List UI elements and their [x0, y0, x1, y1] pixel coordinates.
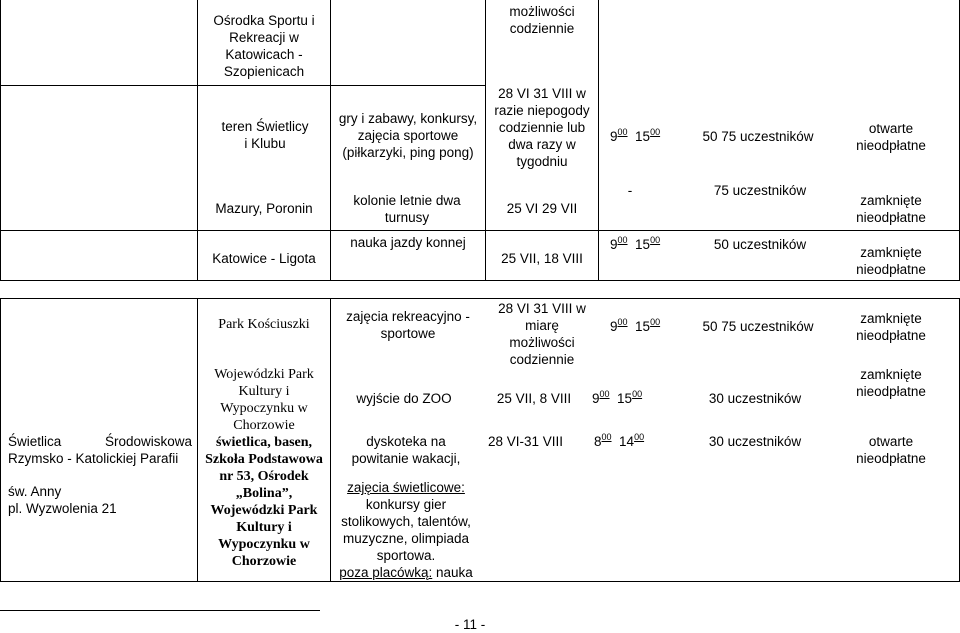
t2-r1-participants: 50 75 uczestników — [702, 319, 814, 334]
table2-col-line-2 — [330, 298, 331, 582]
t2-r1-activity: zajęcia rekreacyjno - sportowe — [346, 309, 470, 341]
t2-r3-activity-c-label: poza placówką: — [339, 565, 433, 580]
t1-r2-place: teren Świetlicy i Klubu — [221, 119, 309, 151]
footer-rule — [0, 610, 320, 611]
t2-org-line4: pl. Wyzwolenia 21 — [8, 501, 117, 516]
table1-col-line-4 — [598, 0, 599, 280]
t2-r2-hours — [582, 390, 692, 407]
t1-r3-hours: - — [627, 183, 633, 198]
t2-r2-status: zamknięte nieodpłatne — [856, 367, 926, 399]
t2-r2-hour-start: 9 — [592, 391, 600, 406]
t2-org-line3: św. Anny — [8, 484, 62, 499]
t1-r4-hour-end: 15 — [635, 237, 651, 252]
t1-r4-dates: 25 VII, 18 VIII — [501, 251, 583, 266]
t2-r1-place: Park Kościuszki — [218, 317, 310, 332]
table1-col-line-2 — [330, 0, 331, 280]
t2-r2-participants: 30 uczestników — [708, 391, 802, 406]
page-number: - 11 - — [454, 617, 486, 632]
t2-r2-place: Wojewódzki Park Kultury i Wypoczynku w Chorzowie — [214, 367, 314, 433]
table1-row-line-2 — [0, 230, 960, 231]
t2-r3-activity-c-text: nauka — [436, 565, 473, 580]
t1-r4-place: Katowice - Ligota — [212, 251, 316, 266]
t1-r4-participants: 50 uczestników — [713, 237, 807, 252]
t1-r2-status: otwarte nieodpłatne — [856, 121, 926, 153]
t2-r1-hour-end-sup: 00 — [650, 317, 661, 327]
t2-r2-hour-end-sup: 00 — [632, 389, 643, 399]
t2-r3-hour-start: 8 — [594, 434, 602, 449]
t2-org-line2: Rzymsko - Katolickiej Parafii — [8, 451, 179, 466]
t1-r3-dates: 25 VI 29 VII — [506, 201, 578, 216]
t1-r2-dates: 28 VI 31 VIII w razie niepogody codziennie lub dwa razy w tygodniu — [494, 86, 590, 169]
t2-r3-hour-start-sup: 00 — [601, 432, 612, 442]
t2-org-word2: Środowiskowa — [104, 434, 192, 449]
t2-r1-hour-start-sup: 00 — [617, 317, 628, 327]
t2-r1-dates: 28 VI 31 VIII w miarę możliwości codziennie — [498, 301, 586, 367]
t1-r4-status: zamknięte nieodpłatne — [856, 245, 926, 277]
t2-r2-activity: wyjście do ZOO — [356, 391, 452, 406]
t2-r3-status: otwarte nieodpłatne — [856, 434, 926, 466]
t2-r1-hour-end: 15 — [635, 319, 651, 334]
t2-r3-place: świetlica, basen, Szkoła Podstawowa nr 53, Ośrodek „Bolina”, Wojewódzki Park Kultury i Wypoczynku w Chorzowie — [205, 435, 323, 569]
t1-r2-activity: gry i zabawy, konkursy, zajęcia sportowe (piłkarzyki, ping pong) — [338, 111, 478, 160]
table2-col-line-1 — [197, 298, 198, 582]
t1-r4-hour-start: 9 — [610, 237, 618, 252]
t1-r4-hours — [600, 236, 700, 253]
table2-bottom-border — [0, 581, 960, 582]
t2-r3-participants: 30 uczestników — [708, 434, 802, 449]
t2-r2-hour-end: 15 — [617, 391, 633, 406]
t2-r3-activity-a: dyskoteka na powitanie wakacji, — [351, 434, 461, 466]
t2-r3-hours — [588, 433, 694, 450]
t2-r3-activity-spacer — [336, 467, 476, 479]
t2-r3-activity — [336, 433, 476, 581]
t2-r1-hour-start: 9 — [610, 319, 618, 334]
t2-org-line1 — [8, 433, 192, 450]
t2-org-word1: Świetlica — [8, 434, 62, 449]
t1-r2-hour-end-sup: 00 — [650, 127, 661, 137]
t1-r3-place: Mazury, Poronin — [215, 201, 313, 216]
t1-r3-status: zamknięte nieodpłatne — [856, 193, 926, 225]
t1-r1-activity-tail-2: codziennie — [509, 21, 575, 36]
table2-top-border — [0, 298, 960, 299]
t1-r4-activity: nauka jazdy konnej — [350, 235, 466, 250]
table2-left-border — [0, 298, 1, 582]
t2-r2-hour-start-sup: 00 — [599, 389, 610, 399]
table1-row-line-1 — [0, 85, 486, 86]
t1-r1-place: Ośrodka Sportu i Rekreacji w Katowicach - Szopienicach — [213, 13, 315, 79]
t2-r3-activity-b-label: zajęcia świetlicowe: — [347, 480, 465, 495]
t1-r3-activity: kolonie letnie dwa turnusy — [353, 193, 461, 225]
t1-r2-hour-end: 15 — [635, 129, 651, 144]
t2-r3-hour-end: 14 — [619, 434, 635, 449]
t2-r2-dates: 25 VII, 8 VIII — [496, 391, 572, 406]
t1-r4-hour-end-sup: 00 — [650, 235, 661, 245]
t2-r1-status: zamknięte nieodpłatne — [856, 311, 926, 343]
t2-r3-dates: 28 VI-31 VIII — [488, 434, 564, 449]
table1-col-line-1 — [197, 0, 198, 280]
t1-r2-hour-start: 9 — [610, 129, 618, 144]
t1-r2-participants: 50 75 uczestników — [702, 129, 814, 144]
t2-r3-hour-end-sup: 00 — [634, 432, 645, 442]
table1-left-border — [0, 0, 1, 280]
t1-r2-hour-start-sup: 00 — [617, 127, 628, 137]
t1-r1-activity-tail-1: możliwości — [509, 4, 575, 19]
t1-r3-participants: 75 uczestników — [713, 183, 807, 198]
t1-r4-hour-start-sup: 00 — [617, 235, 628, 245]
table1-bottom-border — [0, 280, 960, 281]
table1-col-line-3 — [485, 0, 486, 280]
t2-r3-activity-c — [336, 564, 476, 581]
t2-r3-activity-b: konkursy gier stolikowych, talentów, muzyczne, olimpiada sportowa. — [341, 497, 471, 563]
